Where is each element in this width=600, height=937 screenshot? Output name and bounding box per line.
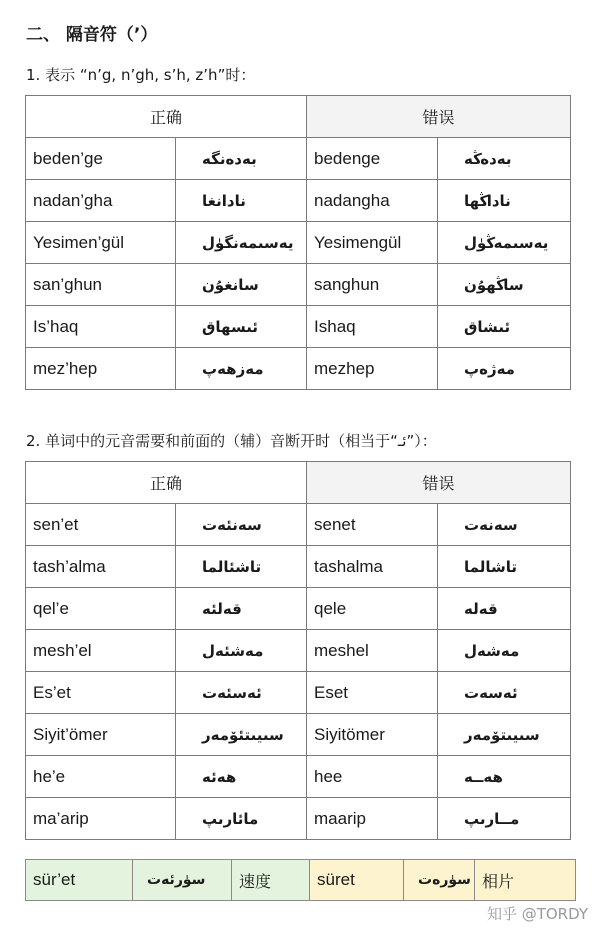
correct-latin: Is’haq (26, 306, 176, 348)
wrong-uyghur: مــارىپ (438, 798, 571, 840)
correct-uyghur: ھەئە (176, 756, 307, 798)
correct-latin: mesh’el (26, 630, 176, 672)
table-row (26, 756, 571, 798)
wrong-uyghur: سىيىتۆمەر (438, 714, 571, 756)
wrong-latin: Siyitömer (307, 714, 438, 756)
correct-uyghur: تاشئالما (176, 546, 307, 588)
wrong-latin: mezhep (307, 348, 438, 390)
correct-uyghur: ئىسھاق (176, 306, 307, 348)
wrong-uyghur: ئىشاق (438, 306, 571, 348)
header-wrong: 错误 (307, 462, 571, 504)
correct-uyghur: قەلئە (176, 588, 307, 630)
example-latin-without-separator: süret (310, 860, 404, 901)
watermark: 知乎 @TORDY (486, 905, 588, 923)
correct-uyghur: سانغۇن (176, 264, 307, 306)
header-correct: 正确 (26, 462, 307, 504)
wrong-latin: meshel (307, 630, 438, 672)
example-meaning-photo: 相片 (475, 860, 576, 901)
wrong-uyghur: مەشەل (438, 630, 571, 672)
correct-latin: beden’ge (26, 138, 176, 180)
correct-uyghur: سەنئەت (176, 504, 307, 546)
wrong-uyghur: سەنەت (438, 504, 571, 546)
section2-intro: 2. 单词中的元音需要和前面的（辅）音断开时（相当于“ئـ”）： (26, 432, 437, 450)
correct-latin: tash’alma (26, 546, 176, 588)
wrong-latin: Yesimengül (307, 222, 438, 264)
table-row (26, 222, 571, 264)
example-row (26, 860, 576, 901)
section1-intro: 1. 表示 “n’g, n’gh, s’h, z’h”时： (26, 66, 256, 84)
table-row (26, 138, 571, 180)
wrong-latin: nadangha (307, 180, 438, 222)
example-latin-with-separator: sür’et (26, 860, 133, 901)
correct-latin: Es’et (26, 672, 176, 714)
wrong-latin: maarip (307, 798, 438, 840)
correct-uyghur: سىيىتئۆمەر (176, 714, 307, 756)
table-row (26, 264, 571, 306)
table-row (26, 672, 571, 714)
wrong-latin: Eset (307, 672, 438, 714)
correct-uyghur: ئەسئەت (176, 672, 307, 714)
table-row (26, 588, 571, 630)
wrong-latin: Ishaq (307, 306, 438, 348)
wrong-uyghur: ھەــە (438, 756, 571, 798)
wrong-uyghur: بەدەڭە (438, 138, 571, 180)
wrong-uyghur: يەسىمەڭۈل (438, 222, 571, 264)
correct-uyghur: مەزھەپ (176, 348, 307, 390)
wrong-latin: bedenge (307, 138, 438, 180)
separator-table-2 (25, 461, 571, 840)
example-uyghur-without-separator: سۈرەت (404, 860, 475, 901)
header-wrong: 错误 (307, 96, 571, 138)
correct-latin: qel’e (26, 588, 176, 630)
wrong-uyghur: مەژەپ (438, 348, 571, 390)
example-meaning-speed: 速度 (232, 860, 310, 901)
correct-uyghur: يەسىمەنگۈل (176, 222, 307, 264)
correct-latin: ma’arip (26, 798, 176, 840)
wrong-uyghur: قەلە (438, 588, 571, 630)
correct-uyghur: بەدەنگە (176, 138, 307, 180)
table2-header-row (26, 462, 571, 504)
wrong-latin: senet (307, 504, 438, 546)
table-row (26, 798, 571, 840)
correct-latin: Siyit’ömer (26, 714, 176, 756)
header-correct: 正确 (26, 96, 307, 138)
example-comparison-table (25, 859, 576, 901)
correct-latin: nadan’gha (26, 180, 176, 222)
table-row (26, 306, 571, 348)
separator-table-1 (25, 95, 571, 390)
table-row (26, 630, 571, 672)
correct-uyghur: مەشئەل (176, 630, 307, 672)
table1-header-row (26, 96, 571, 138)
example-uyghur-with-separator: سۈرئەت (133, 860, 232, 901)
wrong-uyghur: ئەسەت (438, 672, 571, 714)
section-heading: 二、 隔音符（’） (26, 25, 158, 45)
table-row (26, 348, 571, 390)
table-row (26, 180, 571, 222)
wrong-uyghur: ساڭھۇن (438, 264, 571, 306)
table-row (26, 714, 571, 756)
wrong-latin: sanghun (307, 264, 438, 306)
correct-latin: sen’et (26, 504, 176, 546)
correct-latin: san’ghun (26, 264, 176, 306)
wrong-latin: qele (307, 588, 438, 630)
correct-uyghur: نادانغا (176, 180, 307, 222)
wrong-latin: tashalma (307, 546, 438, 588)
correct-latin: he’e (26, 756, 176, 798)
correct-uyghur: مائارىپ (176, 798, 307, 840)
table-row (26, 504, 571, 546)
correct-latin: Yesimen’gül (26, 222, 176, 264)
table-row (26, 546, 571, 588)
wrong-latin: hee (307, 756, 438, 798)
correct-latin: mez’hep (26, 348, 176, 390)
wrong-uyghur: ناداڭھا (438, 180, 571, 222)
wrong-uyghur: تاشالما (438, 546, 571, 588)
